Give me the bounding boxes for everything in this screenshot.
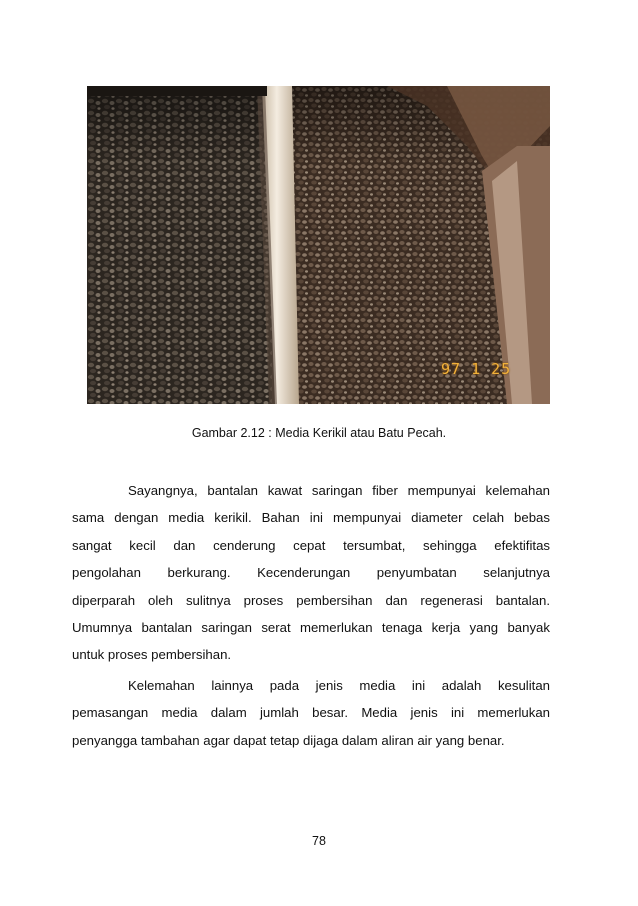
text-line: Kelemahan lainnya pada jenis media ini adalah kesulitan bbox=[128, 678, 550, 693]
text-line: diperparah oleh sulitnya proses pembersihan dan regenerasi bantalan. bbox=[72, 592, 550, 608]
text-line: untuk proses pembersihan. bbox=[72, 647, 232, 663]
text-line: Sayangnya, bantalan kawat saringan fiber mempunyai kelemahan bbox=[128, 483, 550, 498]
text-line: sama dengan media kerikil. Bahan ini mempunyai diameter celah bebas bbox=[72, 510, 550, 526]
text-line: pengolahan berkurang. Kecenderungan penyumbatan selanjutnya bbox=[72, 565, 550, 581]
paragraph-1 bbox=[72, 477, 550, 669]
text-line: penyangga tambahan agar dapat tetap dijaga dalam aliran air yang benar. bbox=[72, 732, 505, 748]
figure-caption: Gambar 2.12 : Media Kerikil atau Batu Pecah. bbox=[191, 426, 447, 440]
text-line: pemasangan media dalam jumlah besar. Media jenis ini memerlukan bbox=[72, 705, 550, 721]
paragraph-2 bbox=[72, 672, 550, 754]
text-line: sangat kecil dan cenderung cepat tersumbat, sehingga efektifitas bbox=[72, 537, 550, 553]
gravel-media-photo bbox=[87, 86, 550, 404]
photo-date-stamp: 97 1 25 bbox=[441, 360, 512, 378]
gravel-photo-illustration bbox=[87, 86, 550, 404]
text-line: Umumnya bantalan saringan serat memerlukan tenaga kerja yang banyak bbox=[72, 619, 550, 635]
page-number: 78 bbox=[312, 834, 326, 848]
